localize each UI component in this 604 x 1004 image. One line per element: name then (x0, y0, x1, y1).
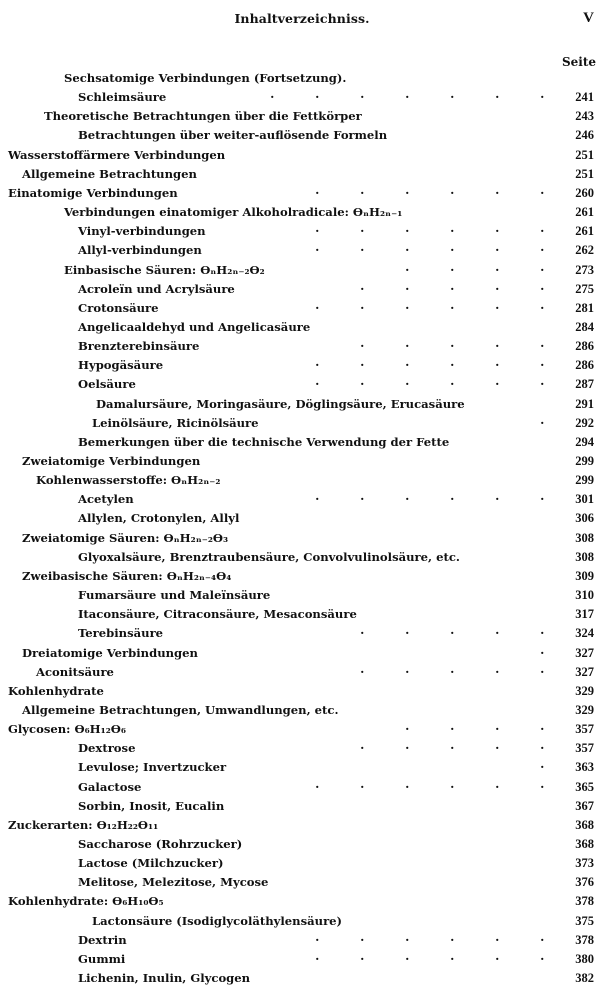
toc-entry-page: 281 (575, 300, 594, 315)
toc-entry-page: 373 (575, 856, 594, 871)
toc-entry-title: Allgemeine Betrachtungen, Umwandlungen, etc. (22, 702, 339, 717)
toc-entry[interactable] (0, 452, 604, 470)
toc-entry[interactable] (0, 222, 604, 240)
leader-dots: . . . . . . (315, 374, 544, 390)
toc-entry[interactable] (0, 758, 604, 776)
toc-entry-title: Sechsatomige Verbindungen (Fortsetzung). (64, 71, 347, 85)
toc-entry[interactable] (0, 720, 604, 738)
page-column-label: Seite (561, 55, 596, 69)
toc-entry-page: 378 (575, 894, 594, 909)
toc-entry[interactable] (0, 395, 604, 413)
toc-entry[interactable] (0, 969, 604, 987)
toc-entry-page: 368 (575, 817, 594, 832)
toc-entry-page: 273 (575, 262, 594, 277)
toc-entry-title: Vinyl-verbindungen (78, 224, 206, 239)
toc-entry-title: Gummi (78, 951, 126, 966)
leader-dots: . . . . (405, 719, 544, 735)
toc-entry-page: 368 (575, 837, 594, 851)
toc-entry-page: 308 (575, 549, 594, 564)
toc-entry-title: Einbasische Säuren: ϴₙH₂ₙ₋₂ϴ₂ (64, 262, 265, 277)
toc-entry[interactable] (0, 318, 604, 336)
leader-dots: . . . . . (360, 738, 544, 754)
toc-entry[interactable] (0, 854, 604, 872)
toc-entry[interactable] (0, 509, 604, 527)
toc-entry-page: 382 (575, 971, 594, 986)
toc-entry-title: Schleimsäure (78, 90, 167, 105)
toc-entry-page: 363 (575, 760, 594, 775)
toc-entry-page: 299 (575, 473, 594, 488)
leader-dots: . . . . . (360, 278, 544, 294)
toc-entry[interactable] (0, 299, 604, 317)
toc-entry-title: Bemerkungen über die technische Verwendung der Fette (78, 434, 450, 449)
toc-entry-title: Allyl-verbindungen (78, 243, 202, 258)
toc-entry[interactable] (0, 107, 604, 125)
toc-entry-page: 243 (575, 109, 594, 124)
toc-entry[interactable] (0, 892, 604, 910)
toc-entry-page: 286 (575, 358, 594, 373)
toc-entry-title: Betrachtungen über weiter-auflösende Formeln (78, 128, 388, 143)
leader-dots: . (540, 757, 544, 773)
leader-dots: . . . . . . (315, 221, 544, 237)
toc-entry-page: 375 (575, 913, 594, 928)
toc-entry-page: 291 (575, 396, 594, 411)
toc-entry-title: Dextrin (78, 932, 127, 947)
toc-entry[interactable] (0, 69, 604, 87)
toc-entry[interactable] (0, 203, 604, 221)
toc-entry-page: 357 (575, 722, 594, 737)
toc-entry-page: 376 (575, 875, 594, 890)
toc-entry-page: 317 (575, 607, 594, 622)
leader-dots: . (540, 412, 544, 428)
toc-entry[interactable] (0, 797, 604, 815)
toc-entry-page: 261 (575, 205, 594, 220)
toc-entry-page: 327 (575, 664, 594, 679)
toc-entry-title: Glyoxalsäure, Brenztraubensäure, Convolvulinolsäure, etc. (78, 549, 460, 564)
toc-entry-title: Allylen, Crotonylen, Allyl (78, 511, 240, 526)
toc-entry-title: Kohlenhydrate: ϴ₆H₁₀ϴ₅ (8, 894, 164, 909)
toc-entry-page: 251 (575, 147, 594, 162)
leader-dots: . . . . . (360, 336, 544, 352)
toc-entry[interactable] (0, 414, 604, 432)
toc-entry-title: Acroleïn und Acrylsäure (78, 281, 235, 296)
toc-entry-title: Leinölsäure, Ricinölsäure (92, 415, 259, 430)
toc-entry[interactable] (0, 88, 604, 106)
toc-entry-page: 294 (575, 434, 594, 449)
leader-dots: . . . . (405, 259, 544, 275)
toc-entry[interactable] (0, 701, 604, 719)
leader-dots: . . . . . (360, 623, 544, 639)
leader-dots: . . . . . . (315, 948, 544, 964)
toc-entry-title: Terebinsäure (78, 626, 164, 641)
leader-dots: . (540, 642, 544, 658)
toc-entry-page: 357 (575, 741, 594, 756)
toc-entry-page: 309 (575, 568, 594, 583)
toc-entry-title: Galactose (78, 779, 142, 794)
toc-entry-title: Kohlenhydrate (8, 683, 104, 698)
toc-entry[interactable] (0, 241, 604, 259)
toc-entry-title: Itaconsäure, Citraconsäure, Mesaconsäure (78, 607, 357, 622)
toc-entry-title: Lichenin, Inulin, Glycogen (78, 971, 251, 986)
toc-entry-title: Verbindungen einatomiger Alkoholradicale: ϴₙH₂ₙ₋₁ (64, 205, 403, 220)
toc-entry-page: 284 (575, 319, 594, 334)
toc-entry[interactable] (0, 261, 604, 279)
toc-entry[interactable] (0, 490, 604, 508)
toc-entry[interactable] (0, 816, 604, 834)
toc-entry-title: Lactonsäure (Isodiglycoläthylensäure) (92, 913, 343, 928)
toc-entry-title: Levulose; Invertzucker (78, 760, 227, 775)
toc-entry-page: 329 (575, 683, 594, 698)
toc-entry-page: 246 (575, 128, 594, 143)
toc-entry-page: 310 (575, 588, 594, 603)
toc-entry[interactable] (0, 950, 604, 968)
toc-entry-page: 261 (575, 224, 594, 239)
toc-entry-title: Damalursäure, Moringasäure, Döglingsäure, Erucasäure (96, 396, 465, 411)
toc-entry[interactable] (0, 146, 604, 164)
toc-entry-title: Einatomige Verbindungen (8, 185, 178, 200)
toc-entry-page: 308 (575, 530, 594, 545)
running-header-title: Inhaltverzeichniss. (234, 11, 370, 26)
toc-entry-title: Aconitsäure (36, 664, 114, 679)
toc-entry-title: Fumarsäure und Maleïnsäure (78, 588, 271, 603)
toc-entry-page: 286 (575, 339, 594, 354)
toc-entry[interactable] (0, 663, 604, 681)
toc-entry[interactable] (0, 184, 604, 202)
toc-entry-title: Zuckerarten: ϴ₁₂H₂₂ϴ₁₁ (8, 817, 159, 832)
toc-entry-page: 324 (575, 626, 594, 641)
toc-entry[interactable] (0, 567, 604, 585)
leader-dots: . . . . . . (315, 355, 544, 371)
toc-entry-title: Glycosen: ϴ₆H₁₂ϴ₆ (8, 722, 126, 737)
toc-entry-title: Zweiatomige Verbindungen (22, 454, 201, 468)
toc-entry[interactable] (0, 375, 604, 393)
toc-entry-page: 380 (575, 951, 594, 966)
toc-entry-title: Zweiatomige Säuren: ϴₙH₂ₙ₋₂ϴ₃ (22, 530, 229, 545)
toc-entry-page: 306 (575, 511, 594, 526)
toc-entry[interactable] (0, 739, 604, 757)
toc-entry-page: 241 (575, 90, 594, 105)
toc-entry[interactable] (0, 356, 604, 374)
page-number: V (583, 10, 594, 26)
toc-entry-page: 329 (575, 702, 594, 717)
toc-entry-title: Dreiatomige Verbindungen (22, 645, 198, 660)
toc-entry[interactable] (0, 586, 604, 604)
toc-entry[interactable] (0, 873, 604, 891)
toc-entry-title: Hypogäsäure (78, 358, 164, 373)
toc-entry-page: 299 (575, 454, 594, 468)
toc-entry-page: 262 (575, 243, 594, 258)
leader-dots: . . . . . . (315, 297, 544, 313)
toc-entry-title: Crotonsäure (78, 300, 159, 315)
toc-entry-title: Sorbin, Inosit, Eucalin (78, 798, 225, 813)
toc-entry-page: 287 (575, 377, 594, 392)
toc-entry-page: 378 (575, 932, 594, 947)
toc-entry-title: Kohlenwasserstoffe: ϴₙH₂ₙ₋₂ (36, 473, 221, 488)
toc-entry[interactable] (0, 931, 604, 949)
toc-entry[interactable] (0, 912, 604, 930)
leader-dots: . . . . . . (315, 929, 544, 945)
toc-entry-title: Angelicaaldehyd und Angelicasäure (78, 319, 311, 334)
toc-entry-title: Saccharose (Rohrzucker) (78, 837, 243, 851)
toc-entry[interactable] (0, 548, 604, 566)
toc-entry-title: Zweibasische Säuren: ϴₙH₂ₙ₋₄ϴ₄ (22, 568, 232, 583)
toc-entry-page: 365 (575, 779, 594, 794)
toc-entry-page: 275 (575, 281, 594, 296)
toc-entry[interactable] (0, 835, 604, 853)
toc-entry-title: Theoretische Betrachtungen über die Fettkörper (44, 109, 362, 124)
toc-entry[interactable] (0, 337, 604, 355)
toc-entry[interactable] (0, 682, 604, 700)
leader-dots: . . . . . . (315, 776, 544, 792)
toc-entry[interactable] (0, 165, 604, 183)
toc-entry-title: Dextrose (78, 741, 136, 756)
leader-dots: . . . . . . (315, 489, 544, 505)
toc-entry-title: Brenzterebinsäure (78, 339, 200, 354)
leader-dots: . . . . . . . (270, 87, 544, 103)
leader-dots: . . . . . (360, 661, 544, 677)
toc-entry-title: Acetylen (78, 492, 134, 507)
toc-entry[interactable] (0, 605, 604, 623)
toc-entry[interactable] (0, 778, 604, 796)
toc-entry[interactable] (0, 644, 604, 662)
toc-entry[interactable] (0, 529, 604, 547)
leader-dots: . . . . . . (315, 182, 544, 198)
toc-entry-page: 301 (575, 492, 594, 507)
toc-entry[interactable] (0, 471, 604, 489)
toc-entry-page: 327 (575, 645, 594, 660)
toc-entry-page: 367 (575, 798, 594, 813)
toc-entry-title: Melitose, Melezitose, Mycose (78, 875, 269, 890)
toc-entry[interactable] (0, 433, 604, 451)
toc-entry-page: 292 (575, 415, 594, 430)
toc-entry[interactable] (0, 126, 604, 144)
toc-entry-title: Lactose (Milchzucker) (78, 856, 224, 871)
toc-entry[interactable] (0, 280, 604, 298)
toc-entry-page: 260 (575, 185, 594, 200)
toc-entry-title: Oelsäure (78, 377, 136, 392)
leader-dots: . . . . . . (315, 240, 544, 256)
toc-entry-page: 251 (575, 166, 594, 181)
toc-entry-title: Wasserstoffärmere Verbindungen (8, 147, 226, 162)
toc-entry-title: Allgemeine Betrachtungen (22, 166, 197, 181)
toc-entry[interactable] (0, 624, 604, 642)
